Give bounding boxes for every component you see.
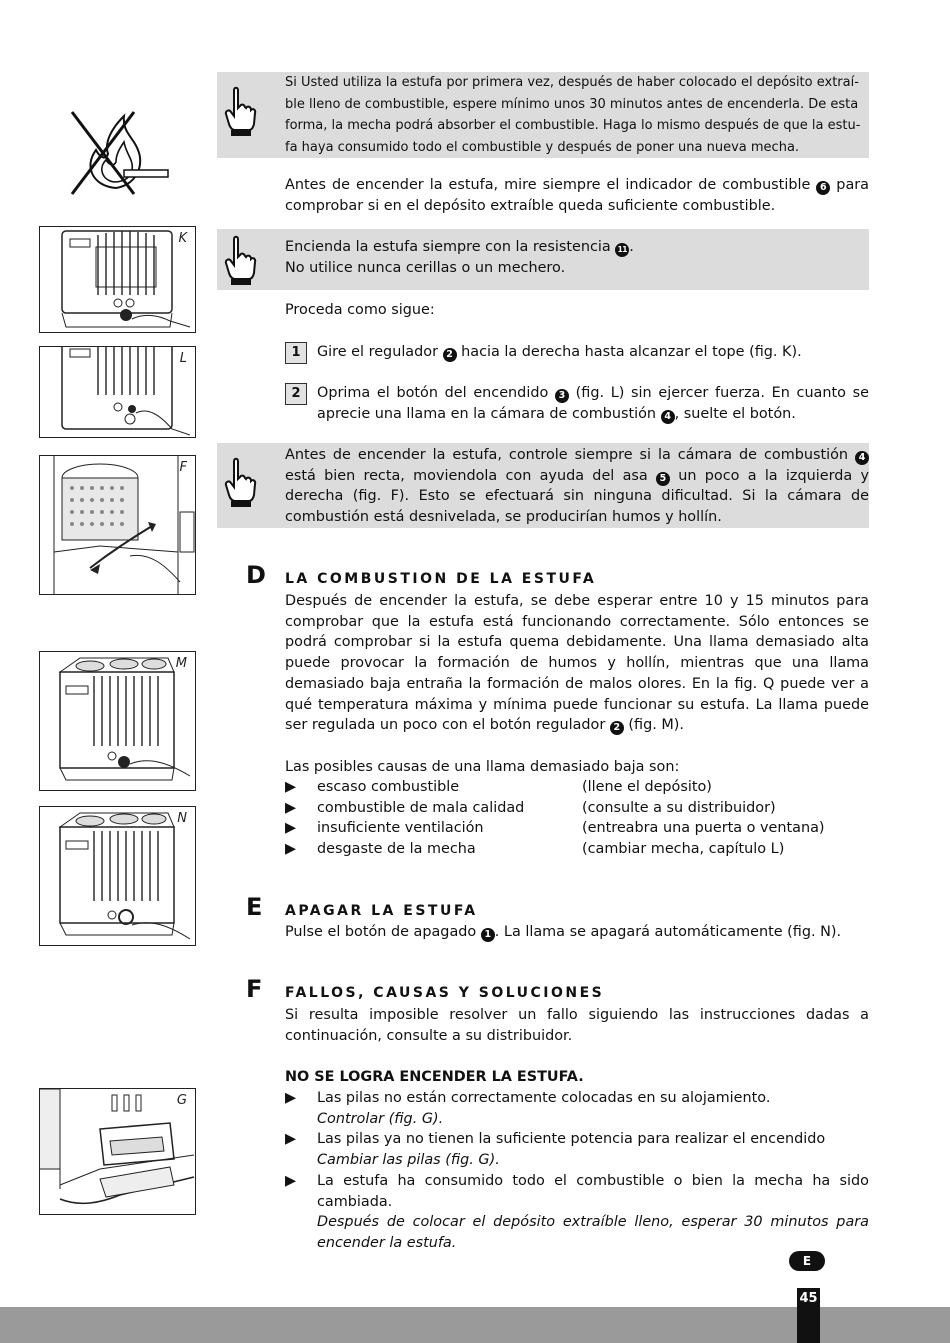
note-first-use [217, 72, 869, 158]
causes-list [285, 777, 869, 860]
figure-label: L [179, 351, 187, 366]
figure-f [39, 455, 196, 595]
step-number: 1 [285, 342, 307, 364]
note-first-use-text [285, 72, 861, 158]
fuel-indicator-paragraph: Antes de encender la estufa, mire siempre el indicador de combustible 6 para comprobar si en el depósito extraíble queda suficiente combustible. [285, 177, 869, 214]
list-item: ▶ La estufa ha consumido todo el combustible o bien la mecha ha sido cambiada. Después de colocar el depósito extraíble lleno, esperar 30 minutos para encender la estufa. [285, 1172, 869, 1251]
pointing-hand-icon [223, 86, 257, 138]
figure-label: K [178, 231, 187, 246]
note-line: Si Usted utiliza la estufa por primera vez, después de haber colocado el depósito extraí- [285, 75, 859, 90]
ref-number: 4 [661, 410, 675, 424]
note-combustion-chamber [217, 443, 869, 528]
ref-number: 1 [481, 928, 495, 942]
language-badge: E [789, 1251, 825, 1271]
faults-list [285, 1088, 869, 1254]
note-line: ble lleno de combustible, espere mínimo unos 30 minutos antes de encenderla. De esta [285, 96, 859, 112]
section-d-body: Después de encender la estufa, se debe esperar entre 10 y 15 minutos para comprobar que la estufa está funcionando correctamente. Sólo entonces se podrá comprobar si la estufa quema debidamente. Una llama demasiado alta puede provocar la formación de humos y hollín, mientras que una llama demasiado baja entraña la formación de malos olores. En la fig. Q puede ver a qué temperatura máxima y mínima puede funcionar su estufa. La llama puede ser regulada un poco con el botón regulador 2 (fig. M). [285, 593, 869, 734]
battery-compartment-illustration [40, 1089, 195, 1214]
step-number: 2 [285, 383, 307, 405]
list-item: ▶ escaso combustible (llene el depósito) [285, 779, 712, 795]
section-title: APAGAR LA ESTUFA [285, 903, 478, 919]
heater-illustration [40, 807, 195, 945]
ref-number: 5 [656, 472, 670, 486]
figure-label: M [175, 656, 187, 671]
heater-illustration [40, 347, 195, 437]
step-2-text: Oprima el botón del encendido 3 (fig. L) sin ejercer fuerza. En cuanto se aprecie una llama en la cámara de combustión 4 , suelte el botón. [317, 385, 869, 422]
section-title: LA COMBUSTION DE LA ESTUFA [285, 571, 597, 587]
heater-illustration [40, 227, 195, 332]
section-f-body: Si resulta imposible resolver un fallo siguiendo las instrucciones dadas a continuación, consulte a su distribuidor. [285, 1007, 869, 1044]
note-ignite-text: Encienda la estufa siempre con la resistencia 11 . No utilice nunca cerillas o un mechero. [285, 239, 634, 276]
figure-k [39, 226, 196, 333]
section-letter: E [246, 893, 263, 921]
no-open-flame-icon [64, 108, 172, 198]
note-ignite [217, 229, 869, 290]
page-number: 45 [797, 1288, 820, 1343]
list-item: ▶ Las pilas no están correctamente colocadas en su alojamiento. Controlar (fig. G). [285, 1090, 771, 1127]
step-1-text: Gire el regulador 2 hacia la derecha hasta alcanzar el tope (fig. K). [317, 344, 802, 360]
causes-intro: Las posibles causas de una llama demasiado baja son: [285, 759, 680, 775]
combustion-chamber-illustration [40, 456, 195, 594]
heater-illustration [40, 652, 195, 790]
section-letter: D [246, 561, 266, 589]
ref-number: 2 [443, 348, 457, 362]
ref-number: 3 [555, 389, 569, 403]
section-letter: F [246, 975, 263, 1003]
ref-number: 11 [615, 243, 629, 257]
ref-number: 2 [610, 721, 624, 735]
list-item: ▶ combustible de mala calidad (consulte a su distribuidor) [285, 799, 776, 816]
figure-label: G [176, 1093, 187, 1108]
pointing-hand-icon [223, 457, 257, 509]
ref-number: 4 [855, 451, 869, 465]
note-chamber-text: Antes de encender la estufa, controle siempre si la cámara de combustión 4 está bien recta, moviendola con ayuda del asa 5 un poco a la izquierda y derecha (fig. F). Esto se efectuará sin ninguna dificultad. Si la cámara de combustión está desnivelada, se producirían humos y hollín. [285, 447, 869, 526]
proceed-text: Proceda como sigue: [285, 302, 435, 318]
figure-n [39, 806, 196, 946]
figure-label: F [179, 460, 187, 475]
figure-l [39, 346, 196, 438]
figure-label: N [177, 811, 187, 826]
note-line: forma, la mecha podrá absorber el combustible. Haga lo mismo después de que la estu- [285, 118, 861, 133]
subheading: NO SE LOGRA ENCENDER LA ESTUFA. [285, 1069, 584, 1085]
list-item: ▶ Las pilas ya no tienen la suficiente potencia para realizar el encendido Cambiar las pilas (fig. G). [285, 1131, 826, 1169]
pointing-hand-icon [223, 235, 257, 287]
figure-m [39, 651, 196, 791]
note-line: fa haya consumido todo el combustible y después de poner una nueva mecha. [285, 139, 800, 155]
section-e-body: Pulse el botón de apagado 1 . La llama se apagará automáticamente (fig. N). [285, 924, 842, 940]
figure-g [39, 1088, 196, 1215]
list-item: ▶ insuficiente ventilación (entreabra una puerta o ventana) [285, 820, 825, 837]
ref-number: 6 [816, 181, 830, 195]
section-title: FALLOS, CAUSAS Y SOLUCIONES [285, 985, 605, 1001]
list-item: ▶ desgaste de la mecha (cambiar mecha, capítulo L) [285, 841, 785, 858]
